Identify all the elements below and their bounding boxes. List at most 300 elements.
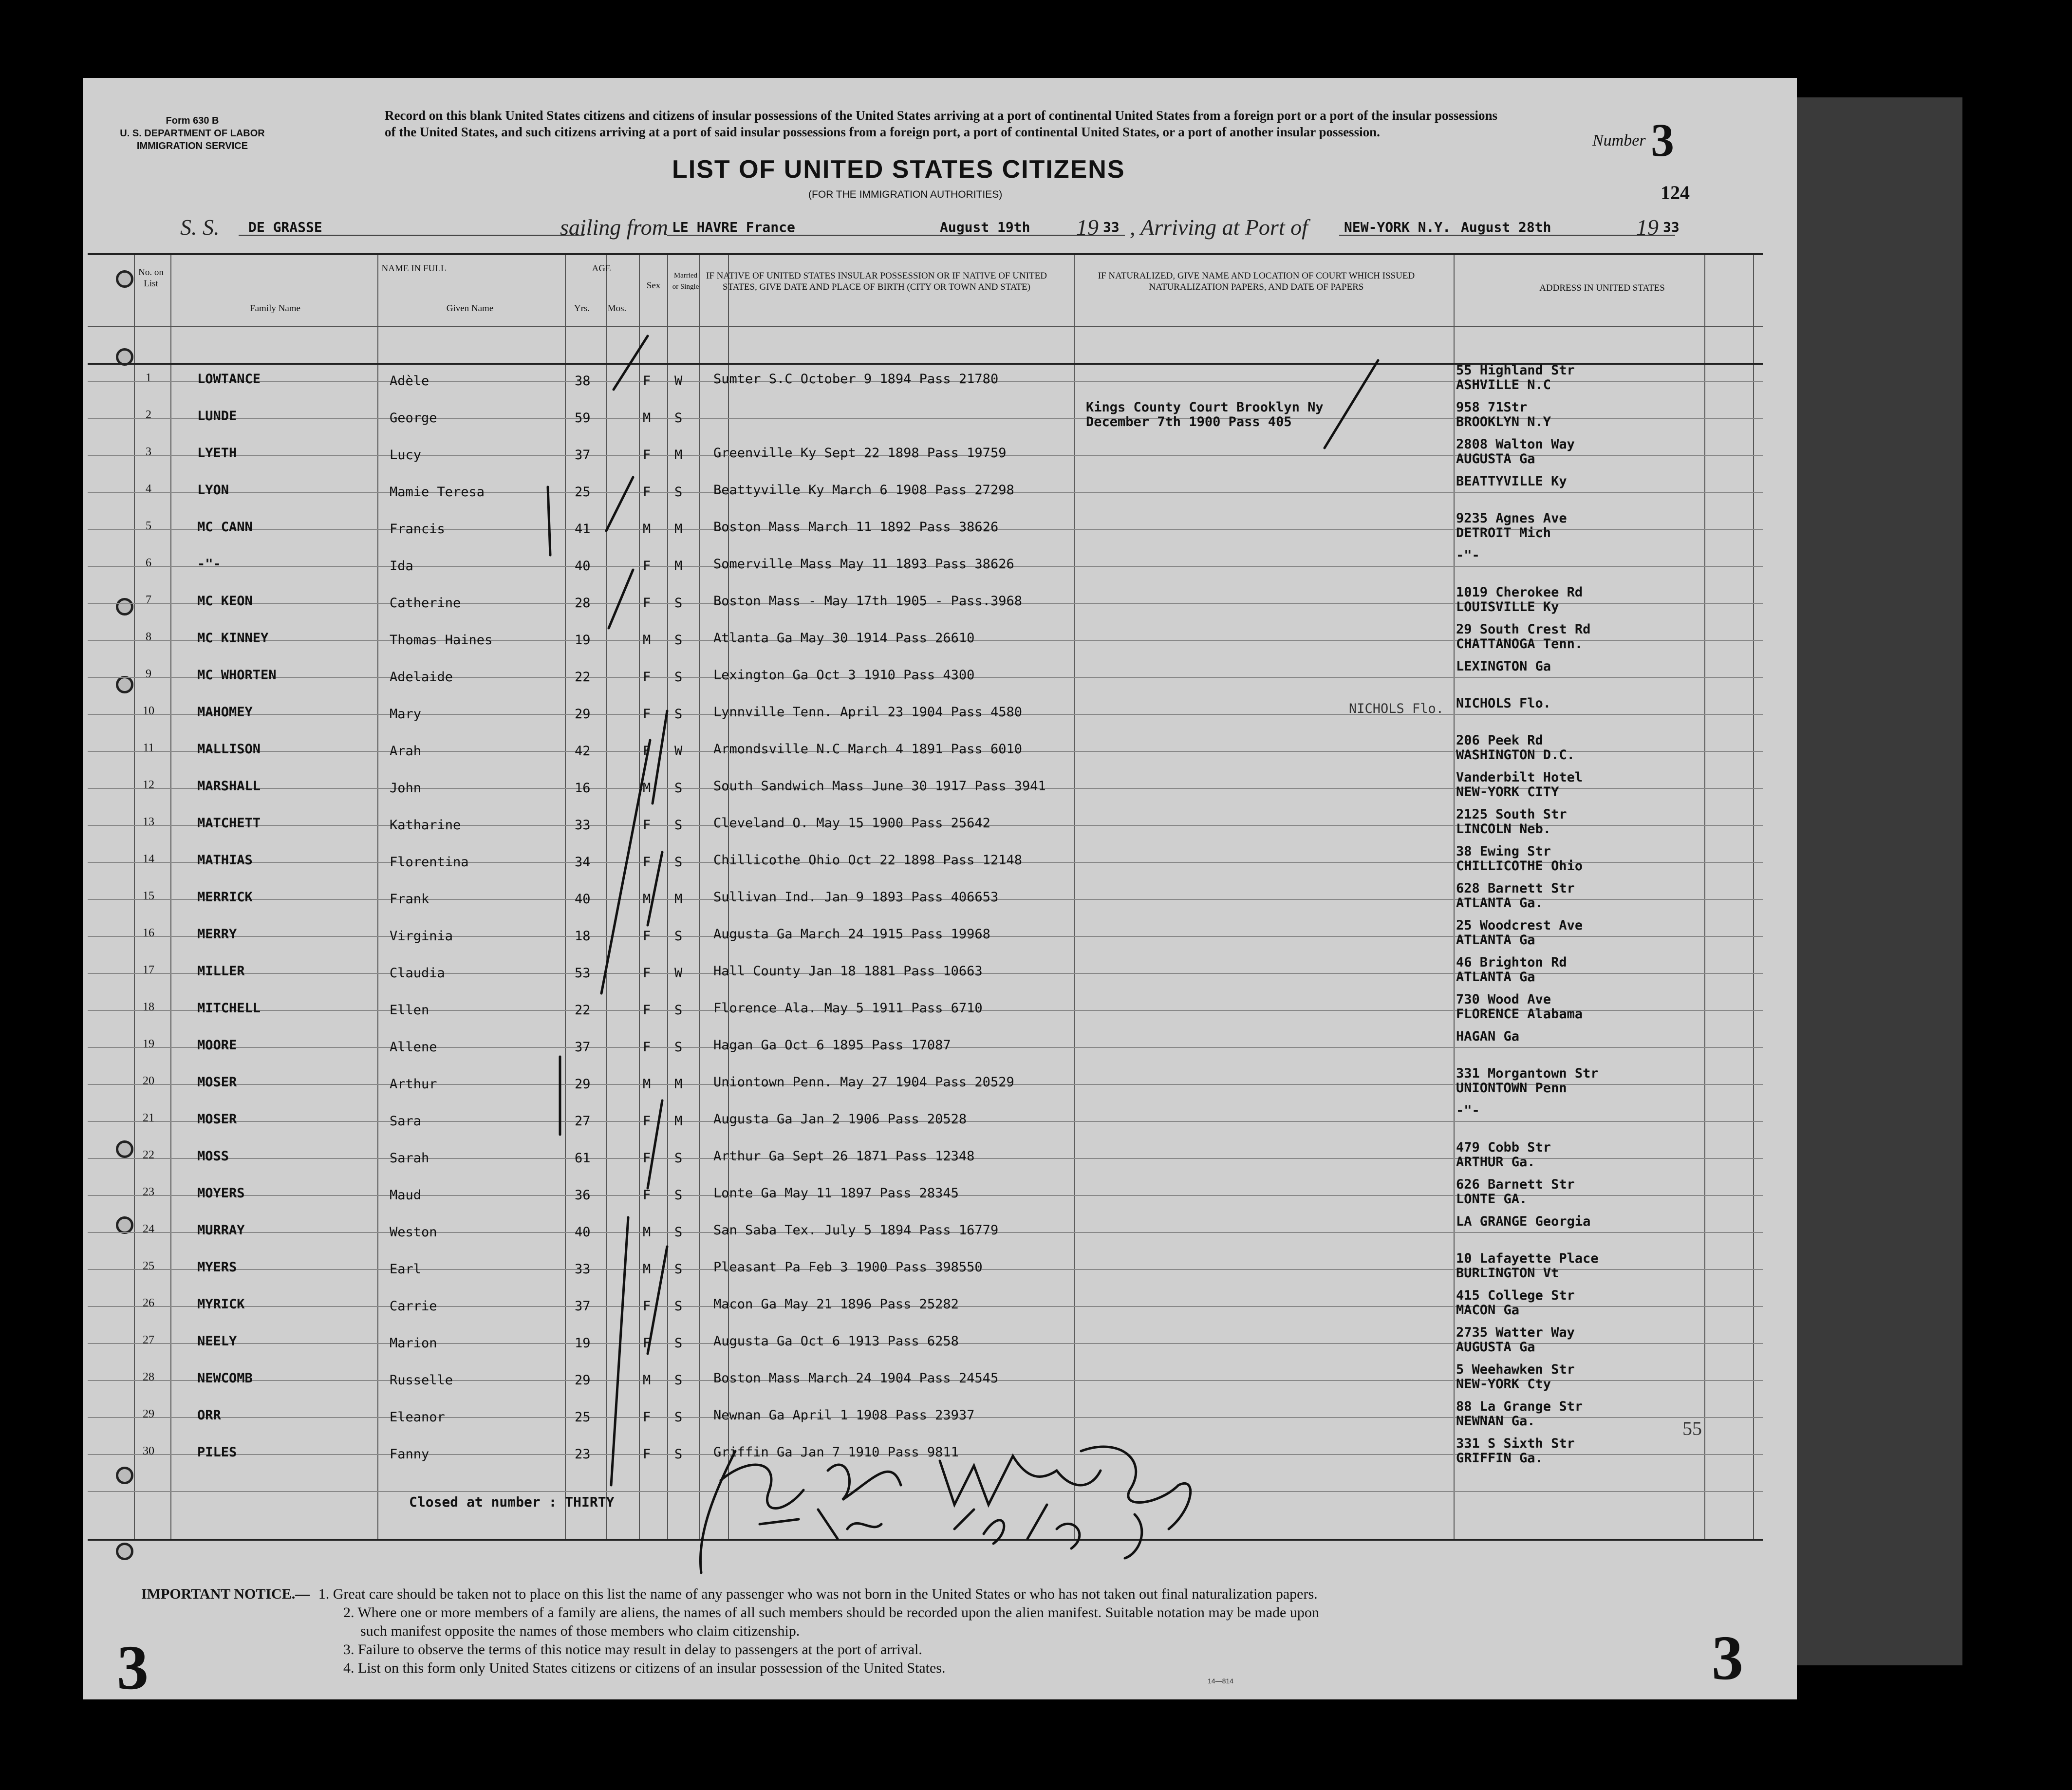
grid-row-rule (88, 1491, 1763, 1492)
passenger-row (88, 844, 1763, 881)
passenger-given: Adèle (390, 373, 429, 389)
passenger-given: Thomas Haines (390, 633, 493, 648)
ship-name: DE GRASSE (248, 219, 322, 235)
passenger-status: W (674, 373, 683, 389)
passenger-family: MOSER (197, 1075, 237, 1090)
passenger-addr1: Vanderbilt Hotel (1456, 770, 1583, 785)
passenger-row (88, 881, 1763, 918)
passenger-addr1: 730 Wood Ave (1456, 992, 1551, 1007)
passenger-addr2: NEWNAN Ga. (1456, 1414, 1535, 1429)
passenger-no: 16 (143, 927, 154, 939)
passenger-no: 24 (143, 1223, 154, 1235)
passenger-sex: F (643, 929, 651, 944)
passenger-row (88, 807, 1763, 844)
passenger-family: NEELY (197, 1334, 237, 1349)
passenger-sex: F (643, 485, 651, 500)
passenger-row (88, 437, 1763, 474)
passenger-given: George (390, 410, 437, 426)
passenger-status: S (674, 485, 683, 500)
passenger-addr2: AUGUSTA Ga (1456, 1340, 1535, 1355)
passenger-sex: M (643, 1262, 651, 1277)
passenger-status: S (674, 633, 683, 648)
passenger-birth: Lonte Ga May 11 1897 Pass 28345 (713, 1186, 959, 1201)
passenger-family: MC KINNEY (197, 631, 269, 646)
department-name: U. S. DEPARTMENT OF LABOR (120, 128, 265, 139)
passenger-sex: F (643, 818, 651, 833)
passenger-naturalization-line: Kings County Court Brooklyn Ny (1086, 400, 1324, 415)
passenger-addr1: 88 La Grange Str (1456, 1399, 1583, 1414)
passenger-addr1: LEXINGTON Ga (1456, 659, 1551, 674)
passenger-addr1: 55 Highland Str (1456, 363, 1575, 378)
passenger-no: 26 (143, 1297, 154, 1309)
passenger-given: Catherine (390, 596, 461, 611)
passenger-row (88, 511, 1763, 548)
passenger-addr2: ASHVILLE N.C (1456, 377, 1551, 392)
passenger-no: 30 (143, 1445, 154, 1457)
number-value: 3 (1651, 114, 1674, 166)
passenger-status: S (674, 1447, 683, 1462)
passenger-status: S (674, 1003, 683, 1018)
passenger-status: M (674, 559, 683, 574)
passenger-age: 40 (575, 892, 591, 907)
footer-form-code: 14—814 (1208, 1677, 1233, 1685)
passenger-birth: Augusta Ga Jan 2 1906 Pass 20528 (713, 1112, 967, 1127)
passenger-sex: M (643, 410, 651, 426)
closed-at-number: Closed at number : THIRTY (409, 1494, 615, 1510)
sheet-number: 124 (1661, 182, 1690, 204)
passenger-row (88, 1362, 1763, 1399)
passenger-sex: F (643, 1114, 651, 1129)
underlying-page-edge (1797, 97, 1962, 1665)
passenger-addr1: 29 South Crest Rd (1456, 622, 1591, 637)
col-married: Married or Single (672, 272, 699, 291)
binder-hole (116, 1543, 133, 1560)
passenger-given: Carrie (390, 1299, 437, 1314)
passenger-family: MYRICK (197, 1297, 245, 1312)
passenger-row (88, 548, 1763, 585)
passenger-addr1: LA GRANGE Georgia (1456, 1214, 1591, 1229)
col-age: AGE (592, 263, 611, 274)
col-name-in-full: NAME IN FULL (381, 263, 447, 274)
page-subtitle: (FOR THE IMMIGRATION AUTHORITIES) (808, 189, 1003, 200)
passenger-age: 37 (575, 448, 591, 463)
passenger-no: 15 (143, 890, 154, 902)
passenger-sex: M (643, 892, 651, 907)
passenger-given: Sarah (390, 1151, 429, 1166)
passenger-addr2: LINCOLN Neb. (1456, 821, 1551, 837)
ss-label: S. S. (180, 215, 220, 240)
passenger-no: 27 (143, 1334, 154, 1346)
passenger-no: 11 (143, 742, 154, 754)
passenger-given: Maud (390, 1188, 422, 1203)
passenger-age: 33 (575, 1262, 591, 1277)
passenger-addr2: NEW-YORK CITY (1456, 784, 1559, 800)
passenger-age: 23 (575, 1447, 591, 1462)
passenger-addr1: 2125 South Str (1456, 807, 1567, 822)
passenger-no: 7 (146, 594, 151, 606)
passenger-sex: M (643, 1225, 651, 1240)
passenger-row (88, 733, 1763, 770)
passenger-row (88, 1140, 1763, 1177)
passenger-age: 29 (575, 1373, 591, 1388)
passenger-birth: Sumter S.C October 9 1894 Pass 21780 (713, 372, 999, 387)
passenger-age: 22 (575, 1003, 591, 1018)
passenger-family: MATCHETT (197, 816, 261, 831)
passenger-sex: M (643, 633, 651, 648)
passenger-given: Arah (390, 744, 422, 759)
passenger-no: 21 (143, 1112, 154, 1124)
passenger-addr1: HAGAN Ga (1456, 1029, 1520, 1044)
passenger-sex: M (643, 1373, 651, 1388)
passenger-addr2: ARTHUR Ga. (1456, 1155, 1535, 1170)
passenger-sex: F (643, 1447, 651, 1462)
passenger-row (88, 918, 1763, 955)
passenger-addr1: 38 Ewing Str (1456, 844, 1551, 859)
passenger-sex: F (643, 1299, 651, 1314)
notice-item-2: 2. Where one or more members of a family are aliens, the names of all such members should be recorded upon the alien manifest. Suitable notation may be made upon (343, 1604, 1319, 1621)
passenger-family: MILLER (197, 964, 245, 979)
year-prefix-2: 19 (1636, 215, 1659, 240)
passenger-status: M (674, 892, 683, 907)
passenger-family: LOWTANCE (197, 372, 261, 387)
passenger-row (88, 585, 1763, 622)
passenger-addr1: BEATTYVILLE Ky (1456, 474, 1567, 489)
passenger-addr1: NICHOLS Flo. (1456, 696, 1551, 711)
passenger-given: Allene (390, 1040, 437, 1055)
arriving-label: , Arriving at Port of (1130, 215, 1308, 240)
passenger-naturalization-line: December 7th 1900 Pass 405 (1086, 414, 1292, 429)
passenger-given: Russelle (390, 1373, 453, 1388)
passenger-birth: Pleasant Pa Feb 3 1900 Pass 398550 (713, 1260, 983, 1275)
passenger-status: S (674, 1299, 683, 1314)
col-family: Family Name (250, 303, 300, 314)
year-prefix: 19 (1076, 215, 1099, 240)
passenger-addr1: 206 Peek Rd (1456, 733, 1543, 748)
passenger-sex: F (643, 707, 651, 722)
passenger-status: S (674, 707, 683, 722)
address-stamp: NICHOLS Flo. (1349, 701, 1444, 716)
passenger-addr2: AUGUSTA Ga (1456, 451, 1535, 466)
passenger-addr2: LOUISVILLE Ky (1456, 599, 1559, 615)
passenger-addr1: 2735 Watter Way (1456, 1325, 1575, 1340)
notice-item-3: 3. Failure to observe the terms of this notice may result in delay to passengers at the port of arrival. (343, 1641, 922, 1658)
passenger-birth: Sullivan Ind. Jan 9 1893 Pass 406653 (713, 890, 999, 905)
passenger-addr1: 1019 Cherokee Rd (1456, 585, 1583, 600)
passenger-family: MC WHORTEN (197, 668, 277, 683)
passenger-status: S (674, 929, 683, 944)
passenger-addr2: CHATTANOGA Tenn. (1456, 636, 1583, 652)
grid-header-rule (88, 253, 1763, 255)
passenger-status: M (674, 1077, 683, 1092)
passenger-family: MARSHALL (197, 779, 261, 794)
passenger-family: MOSER (197, 1112, 237, 1127)
col-yrs: Yrs. (574, 303, 590, 314)
passenger-sex: F (643, 744, 651, 759)
passenger-birth: Boston Mass - May 17th 1905 - Pass.3968 (713, 594, 1022, 609)
passenger-row (88, 1288, 1763, 1325)
form-department-block (105, 114, 280, 152)
passenger-addr2: DETROIT Mich (1456, 525, 1551, 541)
passenger-status: S (674, 818, 683, 833)
passenger-given: Virginia (390, 929, 453, 944)
col-birth: IF NATIVE OF UNITED STATES INSULAR POSSESSION OR IF NATIVE OF UNITED STATES, GIVE DATE AND PLACE OF BIRTH (CITY OR TOWN AND STATE) (706, 271, 1047, 292)
passenger-row (88, 696, 1763, 733)
passenger-birth: Beattyville Ky March 6 1908 Pass 27298 (713, 483, 1014, 498)
passenger-addr1: 628 Barnett Str (1456, 881, 1575, 896)
passenger-age: 18 (575, 929, 591, 944)
passenger-given: Mamie Teresa (390, 485, 485, 500)
passenger-birth: Hall County Jan 18 1881 Pass 10663 (713, 964, 983, 979)
arrival-date: August 28th (1461, 219, 1551, 235)
passenger-sex: M (643, 781, 651, 796)
passenger-family: MOORE (197, 1038, 237, 1053)
passenger-no: 13 (143, 816, 154, 828)
passenger-addr1: 2808 Walton Way (1456, 437, 1575, 452)
passenger-sex: F (643, 1040, 651, 1055)
passenger-status: S (674, 670, 683, 685)
passenger-family: MC KEON (197, 594, 253, 609)
departure-year: 33 (1103, 219, 1120, 235)
col-address: ADDRESS IN UNITED STATES (1539, 283, 1665, 293)
passenger-addr2: BROOKLYN N.Y (1456, 414, 1551, 429)
passenger-given: Earl (390, 1262, 422, 1277)
passenger-status: S (674, 410, 683, 426)
passenger-family: MOYERS (197, 1186, 245, 1201)
passenger-row (88, 1103, 1763, 1140)
passenger-no: 5 (146, 520, 151, 532)
passenger-addr2: UNIONTOWN Penn (1456, 1081, 1567, 1096)
passenger-status: S (674, 1373, 683, 1388)
notice-title: IMPORTANT NOTICE.— (141, 1586, 310, 1602)
passenger-birth: Augusta Ga Oct 6 1913 Pass 6258 (713, 1334, 959, 1349)
passenger-family: MOSS (197, 1149, 229, 1164)
service-name: IMMIGRATION SERVICE (136, 141, 248, 151)
passenger-family: PILES (197, 1445, 237, 1460)
passenger-sex: F (643, 559, 651, 574)
passenger-age: 19 (575, 1336, 591, 1351)
passenger-sex: F (643, 1003, 651, 1018)
passenger-addr2: BURLINGTON Vt (1456, 1266, 1559, 1281)
passenger-family: MALLISON (197, 742, 261, 757)
passenger-birth: Somerville Mass May 11 1893 Pass 38626 (713, 557, 1014, 572)
passenger-addr1: 9235 Agnes Ave (1456, 511, 1567, 526)
passenger-no: 3 (146, 446, 151, 458)
passenger-row (88, 1251, 1763, 1288)
passenger-age: 40 (575, 1225, 591, 1240)
col-sex: Sex (646, 280, 661, 291)
passenger-age: 29 (575, 1077, 591, 1092)
passenger-given: Frank (390, 892, 429, 907)
passenger-status: W (674, 744, 683, 759)
passenger-no: 1 (146, 372, 151, 384)
arrival-port: NEW-YORK N.Y. (1344, 219, 1451, 235)
passenger-birth: San Saba Tex. July 5 1894 Pass 16779 (713, 1223, 999, 1238)
passenger-family: MYERS (197, 1260, 237, 1275)
passenger-family: LUNDE (197, 409, 237, 424)
page-title: LIST OF UNITED STATES CITIZENS (672, 155, 1125, 184)
passenger-age: 40 (575, 559, 591, 574)
passenger-sex: F (643, 373, 651, 389)
passenger-age: 53 (575, 966, 591, 981)
margin-note: 55 (1682, 1417, 1702, 1439)
passenger-family: LYETH (197, 446, 237, 461)
passenger-given: Lucy (390, 448, 422, 463)
passenger-addr1: 25 Woodcrest Ave (1456, 918, 1583, 933)
passenger-family: MAHOMEY (197, 705, 253, 720)
passenger-birth: Boston Mass March 24 1904 Pass 24545 (713, 1371, 999, 1386)
col-naturalized: IF NATURALIZED, GIVE NAME AND LOCATION OF COURT WHICH ISSUED NATURALIZATION PAPERS, AND DATE OF PAPERS (1098, 271, 1415, 292)
sailing-label: sailing from (560, 215, 668, 240)
passenger-row (88, 955, 1763, 992)
passenger-age: 59 (575, 410, 591, 426)
passenger-row (88, 1399, 1763, 1436)
passenger-age: 22 (575, 670, 591, 685)
passenger-birth: Uniontown Penn. May 27 1904 Pass 20529 (713, 1075, 1014, 1090)
passenger-status: M (674, 522, 683, 537)
passenger-row (88, 1029, 1763, 1066)
passenger-sex: F (643, 670, 651, 685)
passenger-addr1: 331 S Sixth Str (1456, 1436, 1575, 1451)
passenger-no: 25 (143, 1260, 154, 1272)
passenger-given: Eleanor (390, 1410, 445, 1425)
passenger-given: Ida (390, 559, 413, 574)
passenger-birth: Armondsville N.C March 4 1891 Pass 6010 (713, 742, 1022, 757)
passenger-given: Marion (390, 1336, 437, 1351)
passenger-sex: F (643, 1336, 651, 1351)
col-given: Given Name (446, 303, 494, 314)
passenger-no: 17 (143, 964, 154, 976)
departure-port: LE HAVRE France (672, 219, 795, 235)
passenger-birth: Griffin Ga Jan 7 1910 Pass 9811 (713, 1445, 959, 1460)
passenger-no: 22 (143, 1149, 154, 1161)
passenger-addr1: 479 Cobb Str (1456, 1140, 1551, 1155)
passenger-age: 41 (575, 522, 591, 537)
passenger-sex: F (643, 855, 651, 870)
passenger-status: S (674, 1262, 683, 1277)
form-code: Form 630 B (166, 115, 219, 126)
passenger-age: 25 (575, 485, 591, 500)
passenger-family: MERRY (197, 927, 237, 942)
passenger-family: -"- (197, 557, 221, 572)
passenger-row (88, 770, 1763, 807)
passenger-age: 33 (575, 818, 591, 833)
col-no: No. on List (138, 267, 164, 289)
passenger-addr1: 10 Lafayette Place (1456, 1251, 1599, 1266)
departure-date: August 19th (940, 219, 1030, 235)
passenger-addr2: GRIFFIN Ga. (1456, 1451, 1543, 1466)
passenger-birth: Augusta Ga March 24 1915 Pass 19968 (713, 927, 990, 942)
passenger-row (88, 1214, 1763, 1251)
passenger-addr1: -"- (1456, 1103, 1480, 1118)
passenger-status: S (674, 1225, 683, 1240)
passenger-no: 18 (143, 1001, 154, 1013)
passenger-status: M (674, 448, 683, 463)
passenger-age: 34 (575, 855, 591, 870)
passenger-status: M (674, 1114, 683, 1129)
passenger-sex: M (643, 1077, 651, 1092)
passenger-birth: Lynnville Tenn. April 23 1904 Pass 4580 (713, 705, 1022, 720)
passenger-age: 16 (575, 781, 591, 796)
passenger-given: Katharine (390, 818, 461, 833)
corner-number-left: 3 (117, 1633, 149, 1703)
passenger-addr2: WASHINGTON D.C. (1456, 747, 1575, 763)
passenger-given: John (390, 781, 422, 796)
passenger-addr2: NEW-YORK Cty (1456, 1377, 1551, 1392)
passenger-addr1: 415 College Str (1456, 1288, 1575, 1303)
notice-item-2-cont: such manifest opposite the names of those members who claim citizenship. (360, 1623, 800, 1639)
passenger-no: 2 (146, 409, 151, 421)
passenger-sex: M (643, 522, 651, 537)
passenger-given: Weston (390, 1225, 437, 1240)
passenger-no: 20 (143, 1075, 154, 1087)
passenger-birth: Lexington Ga Oct 3 1910 Pass 4300 (713, 668, 975, 683)
passenger-row (88, 1066, 1763, 1103)
arrival-year: 33 (1663, 219, 1680, 235)
passenger-family: MATHIAS (197, 853, 253, 868)
passenger-addr1: 331 Morgantown Str (1456, 1066, 1599, 1081)
passenger-birth: Florence Ala. May 5 1911 Pass 6710 (713, 1001, 983, 1016)
passenger-birth: Chillicothe Ohio Oct 22 1898 Pass 12148 (713, 853, 1022, 868)
passenger-status: S (674, 1336, 683, 1351)
grid-header-rule (88, 326, 1763, 327)
corner-number-right: 3 (1712, 1623, 1743, 1693)
passenger-addr2: ATLANTA Ga (1456, 932, 1535, 948)
passenger-family: MC CANN (197, 520, 253, 535)
passenger-no: 23 (143, 1186, 154, 1198)
passenger-given: Adelaide (390, 670, 453, 685)
passenger-sex: F (643, 1410, 651, 1425)
passenger-no: 4 (146, 483, 151, 495)
passenger-birth: Boston Mass March 11 1892 Pass 38626 (713, 520, 999, 535)
passenger-addr2: MACON Ga (1456, 1303, 1520, 1318)
passenger-birth: Arthur Ga Sept 26 1871 Pass 12348 (713, 1149, 975, 1164)
passenger-given: Sara (390, 1114, 422, 1129)
passenger-status: W (674, 966, 683, 981)
passenger-age: 29 (575, 707, 591, 722)
passenger-row (88, 1177, 1763, 1214)
passenger-addr1: 626 Barnett Str (1456, 1177, 1575, 1192)
passenger-no: 8 (146, 631, 151, 643)
passenger-no: 6 (146, 557, 151, 569)
passenger-status: S (674, 1410, 683, 1425)
passenger-birth: Macon Ga May 21 1896 Pass 25282 (713, 1297, 959, 1312)
passenger-given: Florentina (390, 855, 469, 870)
passenger-sex: F (643, 1188, 651, 1203)
passenger-status: S (674, 1040, 683, 1055)
passenger-sex: F (643, 448, 651, 463)
passenger-sex: F (643, 596, 651, 611)
passenger-addr2: CHILLICOTHE Ohio (1456, 858, 1583, 874)
col-mos: Mos. (607, 303, 627, 314)
notice-item-1: 1. Great care should be taken not to place on this list the name of any passenger who was not born in the United States or who has not taken out final naturalization papers. (318, 1586, 1318, 1602)
passenger-birth: Cleveland O. May 15 1900 Pass 25642 (713, 816, 990, 831)
passenger-sex: F (643, 1151, 651, 1166)
passenger-age: 37 (575, 1299, 591, 1314)
passenger-no: 28 (143, 1371, 154, 1383)
passenger-addr1: -"- (1456, 548, 1480, 563)
passenger-status: S (674, 781, 683, 796)
passenger-row (88, 622, 1763, 659)
passenger-family: MERRICK (197, 890, 253, 905)
voyage-line (180, 214, 1738, 239)
passenger-no: 12 (143, 779, 154, 791)
passenger-row (88, 992, 1763, 1029)
passenger-no: 19 (143, 1038, 154, 1050)
passenger-row (88, 1436, 1763, 1473)
passenger-age: 28 (575, 596, 591, 611)
passenger-row (88, 1325, 1763, 1362)
passenger-row (88, 400, 1763, 437)
